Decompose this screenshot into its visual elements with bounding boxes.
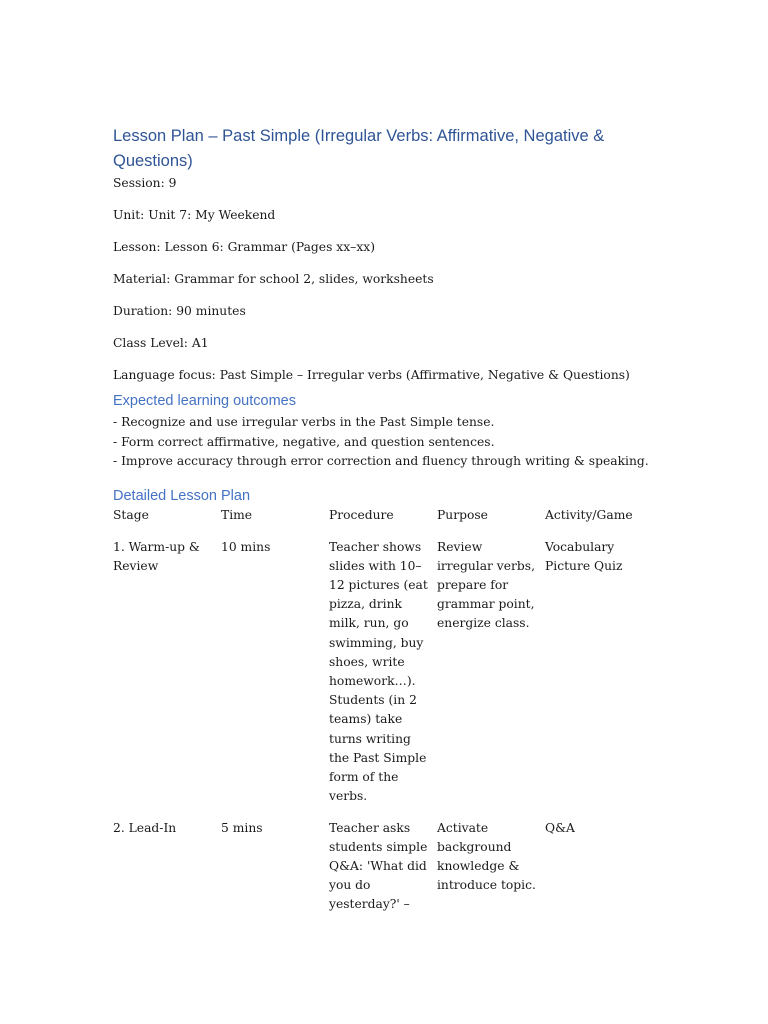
cell-stage: 2. Lead-In: [113, 820, 177, 835]
cell-purpose: Activate background knowledge & introduce topic.: [437, 820, 536, 893]
outcomes-list: [113, 413, 673, 472]
meta-class-level: Class Level: A1: [113, 336, 209, 350]
header-procedure: Procedure: [329, 507, 394, 522]
header-activity: Activity/Game: [545, 507, 633, 522]
cell-procedure: Teacher shows slides with 10–12 pictures (eat pizza, drink milk, run, go swimming, buy shoes, write homework…). Students (in 2 teams) take turns writing the Past Simple form of the verbs.: [329, 539, 428, 804]
cell-activity: Vocabulary Picture Quiz: [545, 539, 623, 573]
meta-material: Material: Grammar for school 2, slides, worksheets: [113, 272, 434, 286]
table-row: [113, 819, 673, 915]
outcomes-heading: Expected learning outcomes: [113, 393, 296, 409]
lesson-plan-table: [113, 506, 673, 915]
header-time: Time: [221, 507, 253, 522]
outcome-item: - Improve accuracy through error correction and fluency through writing & speaking.: [113, 454, 649, 468]
meta-lesson: Lesson: Lesson 6: Grammar (Pages xx–xx): [113, 240, 375, 254]
cell-stage: 1. Warm-up & Review: [113, 539, 200, 573]
cell-time: 5 mins: [221, 820, 263, 835]
header-purpose: Purpose: [437, 507, 488, 522]
meta-unit: Unit: Unit 7: My Weekend: [113, 208, 276, 222]
lesson-plan-heading: Detailed Lesson Plan: [113, 487, 251, 504]
cell-time: 10 mins: [221, 539, 271, 554]
cell-purpose: Review irregular verbs, prepare for grammar point, energize class.: [437, 539, 536, 631]
table-header-row: [113, 506, 673, 538]
meta-language-focus: Language focus: Past Simple – Irregular verbs (Affirmative, Negative & Questions): [113, 368, 630, 382]
outcome-item: - Recognize and use irregular verbs in the Past Simple tense.: [113, 415, 495, 429]
cell-activity: Q&A: [545, 820, 575, 835]
meta-session: Session: 9: [113, 176, 177, 190]
header-stage: Stage: [113, 507, 149, 522]
outcome-item: - Form correct affirmative, negative, and question sentences.: [113, 434, 495, 449]
document-body: [113, 124, 673, 915]
cell-procedure: Teacher asks students simple Q&A: 'What did you do yesterday?' –: [329, 820, 428, 912]
meta-duration: Duration: 90 minutes: [113, 304, 246, 318]
table-row: [113, 538, 673, 819]
document-title: Lesson Plan – Past Simple (Irregular Verbs: Affirmative, Negative & Questions): [113, 127, 605, 170]
